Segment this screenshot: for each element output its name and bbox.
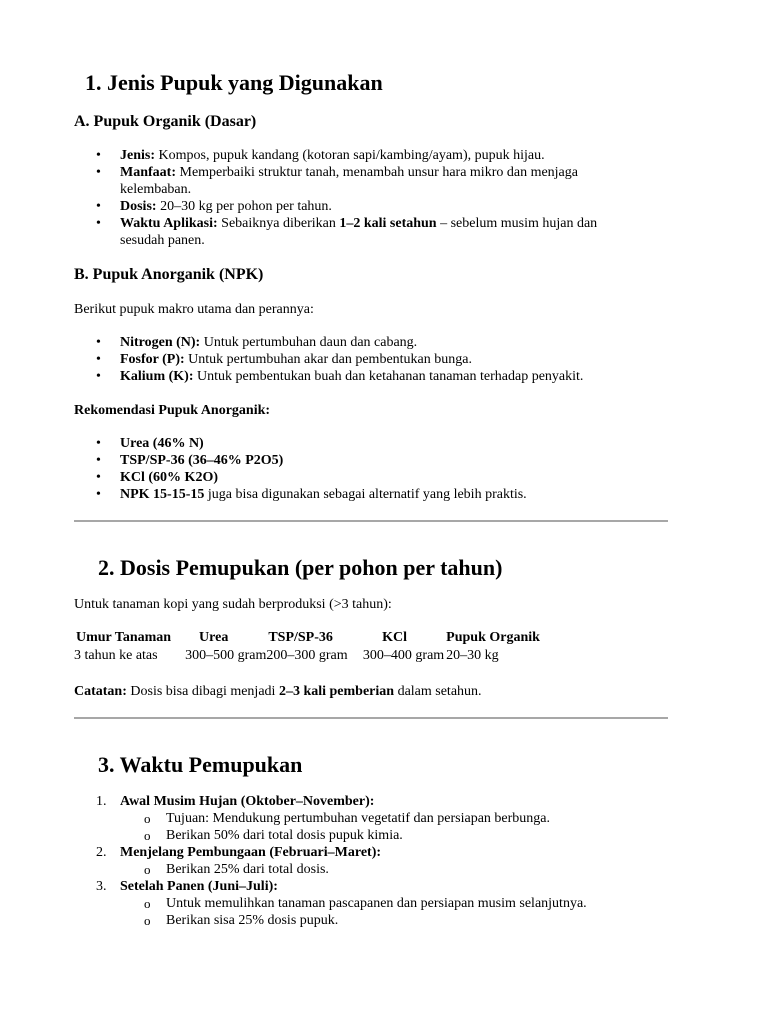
list-item: • KCl (60% K2O) bbox=[74, 469, 634, 486]
organic-heading: A. Pupuk Organik (Dasar) bbox=[74, 113, 257, 130]
list-item: • Jenis: Kompos, pupuk kandang (kotoran sapi/kambing/ayam), pupuk hijau. bbox=[74, 147, 634, 164]
list-item: • Nitrogen (N): Untuk pertumbuhan daun dan cabang. bbox=[74, 334, 634, 351]
table-header-cell: Pupuk Organik bbox=[446, 630, 540, 645]
list-item: • NPK 15-15-15 juga bisa digunakan sebagai alternatif yang lebih praktis. bbox=[74, 486, 634, 503]
sub-list-item: o Tujuan: Mendukung pertumbuhan vegetatif dan persiapan berbunga. bbox=[120, 810, 634, 827]
sub-list-item: o Berikan 50% dari total dosis pupuk kimia. bbox=[120, 827, 634, 844]
sub-list bbox=[120, 861, 634, 878]
recommendation-heading: Rekomendasi Pupuk Anorganik: bbox=[74, 403, 271, 418]
table-header-row bbox=[74, 629, 542, 647]
list-item: • Manfaat: Memperbaiki struktur tanah, menambah unsur hara mikro dan menjaga kelembaban. bbox=[74, 164, 634, 198]
table-header-cell: KCl bbox=[382, 630, 407, 645]
section-divider bbox=[74, 520, 668, 522]
table-cell: 300–400 gram bbox=[362, 648, 445, 663]
sub-list-item: o Berikan 25% dari total dosis. bbox=[120, 861, 634, 878]
list-item: 3. Setelah Panen (Juni–Juli): o Untuk memulihkan tanaman pascapanen dan persiapan musim selanjutnya. o Berikan sisa 25% dosis pupuk. bbox=[74, 878, 634, 929]
table-header-cell: TSP/SP-36 bbox=[268, 630, 333, 645]
section-3-title: 3. Waktu Pemupukan bbox=[98, 752, 303, 777]
sub-list bbox=[120, 895, 634, 929]
list-item: 2. Menjelang Pembungaan (Februari–Maret): o Berikan 25% dari total dosis. bbox=[74, 844, 634, 878]
timing-list bbox=[74, 793, 634, 929]
list-item: • TSP/SP-36 (36–46% P2O5) bbox=[74, 452, 634, 469]
inorganic-heading: B. Pupuk Anorganik (NPK) bbox=[74, 266, 264, 283]
section-1-title: 1. Jenis Pupuk yang Digunakan bbox=[85, 70, 383, 95]
recommendation-list bbox=[74, 435, 634, 503]
inorganic-list bbox=[74, 334, 634, 385]
table-cell: 3 tahun ke atas bbox=[74, 648, 158, 663]
section-2-title: 2. Dosis Pemupukan (per pohon per tahun) bbox=[98, 555, 503, 580]
table-cell: 300–500 gram bbox=[185, 648, 267, 663]
sub-list-item: o Berikan sisa 25% dosis pupuk. bbox=[120, 912, 634, 929]
sub-list-item: o Untuk memulihkan tanaman pascapanen dan persiapan musim selanjutnya. bbox=[120, 895, 634, 912]
list-item: • Urea (46% N) bbox=[74, 435, 634, 452]
dosage-note: Catatan: Dosis bisa dibagi menjadi 2–3 kali pemberian dalam setahun. bbox=[74, 684, 482, 699]
list-item: • Kalium (K): Untuk pembentukan buah dan ketahanan tanaman terhadap penyakit. bbox=[74, 368, 634, 385]
organic-list bbox=[74, 147, 634, 249]
list-item: • Dosis: 20–30 kg per pohon per tahun. bbox=[74, 198, 634, 215]
table-row bbox=[74, 647, 542, 665]
table-cell: 200–300 gram bbox=[266, 648, 348, 663]
table-header-cell: Urea bbox=[199, 630, 229, 645]
section-divider bbox=[74, 717, 668, 719]
inorganic-intro: Berikut pupuk makro utama dan perannya: bbox=[74, 302, 314, 317]
list-item: • Waktu Aplikasi: Sebaiknya diberikan 1–2 kali setahun – sebelum musim hujan dan sesudah panen. bbox=[74, 215, 634, 249]
list-item: • Fosfor (P): Untuk pertumbuhan akar dan pembentukan bunga. bbox=[74, 351, 634, 368]
list-item: 1. Awal Musim Hujan (Oktober–November): o Tujuan: Mendukung pertumbuhan vegetatif dan persiapan berbunga. o Berikan 50% dari total dosis pupuk kimia. bbox=[74, 793, 634, 844]
table-cell: 20–30 kg bbox=[446, 648, 499, 663]
dosage-intro: Untuk tanaman kopi yang sudah berproduksi (>3 tahun): bbox=[74, 597, 392, 612]
sub-list bbox=[120, 810, 634, 844]
dosage-table bbox=[74, 629, 542, 665]
table-header-cell: Umur Tanaman bbox=[76, 630, 172, 645]
